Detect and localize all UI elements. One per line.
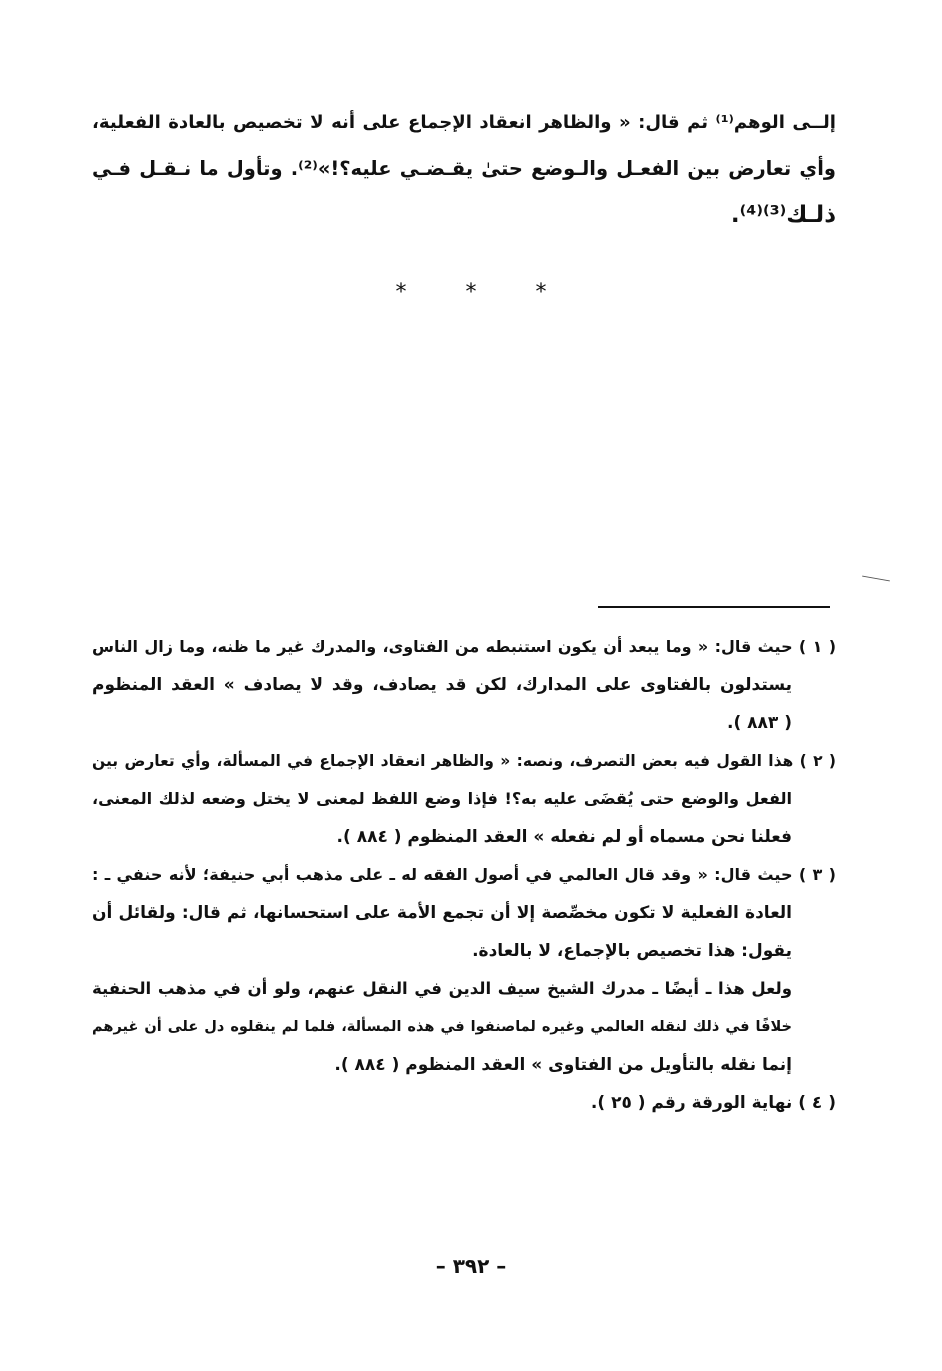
footnote-2 [92,742,836,856]
footnotes-section [92,628,836,1122]
footnote-line: ( ١ ) حيث قال: « وما يبعد أن يكون استنبطه من الفتاوى، والمدرك غير ما ظنه، وما زال الناس [92,637,836,656]
footnote-line: يقول: هذا تخصيص بالإجماع، لا بالعادة. [472,941,792,961]
star-glyph: * [395,280,407,305]
main-line: إلــى الوهم⁽¹⁾ ثم قال: « والظاهر انعقاد الإجماع على أنه لا تخصيص بالعادة الفعلية، [92,112,836,133]
footnote-line: خلافًا في ذلك لنقله العالمي وغيره لماصنفوا في هذه المسألة، فلما لم ينقلوه دل على أن غيرهم [92,1019,792,1035]
footnote-1 [92,628,836,742]
footnote-line: فعلنا نحن مسماه أو لم نفعله » العقد المنظوم ( ٨٨٤ ). [336,827,792,847]
footnote-4 [92,1084,836,1122]
main-line: ذلـك⁽³⁾⁽⁴⁾. [730,202,836,228]
footnote-separator-line [598,606,830,608]
footnote-line: ( ٢ ) هذا القول فيه بعض التصرف، ونصه: « والظاهر انعقاد الإجماع في المسألة، وأي تعارض بين [92,752,836,770]
section-separator-stars [0,280,942,305]
footnote-line: إنما نقله بالتأويل من الفتاوى » العقد المنظوم ( ٨٨٤ ). [334,1055,792,1075]
footnote-line: العادة الفعلية لا تكون مخصِّصة إلا أن تجمع الأمة على استحسانها، ثم قال: ولقائل أن [92,903,792,923]
footnote-line: الفعل والوضع حتى يُقضَى عليه به؟! فإذا وضع اللفظ لمعنى لا يختل وضعه لذلك المعنى، [92,789,792,808]
main-line: وأي تعارض بين الفعـل والـوضع حتىٰ يقـضـي عليه؟!»⁽²⁾. وتأول ما نـقـل فـي [92,157,836,180]
footnote-3 [92,856,836,1084]
margin-stroke [862,576,890,582]
star-glyph: * [535,280,547,305]
footnote-line: يستدلون بالفتاوى على المدارك، لكن قد يصادف، وقد لا يصادف » العقد المنظوم [92,675,792,695]
page-number: – ٣٩٢ – [435,1254,507,1278]
star-glyph: * [465,280,477,305]
footnote-line: ( ٤ ) نهاية الورقة رقم ( ٢٥ ). [590,1093,836,1113]
footnote-line: ( ٣ ) حيث قال: « وقد قال العالمي في أصول الفقه له ـ على مذهب أبي حنيفة؛ لأنه حنفي ـ : [92,865,836,884]
footnote-line: ( ٨٨٣ ). [727,713,792,733]
footnote-line: ولعل هذا ـ أيضًا ـ مدرك الشيخ سيف الدين في النقل عنهم، ولو أن في مذهب الحنفية [92,979,792,998]
main-paragraph [92,100,836,238]
